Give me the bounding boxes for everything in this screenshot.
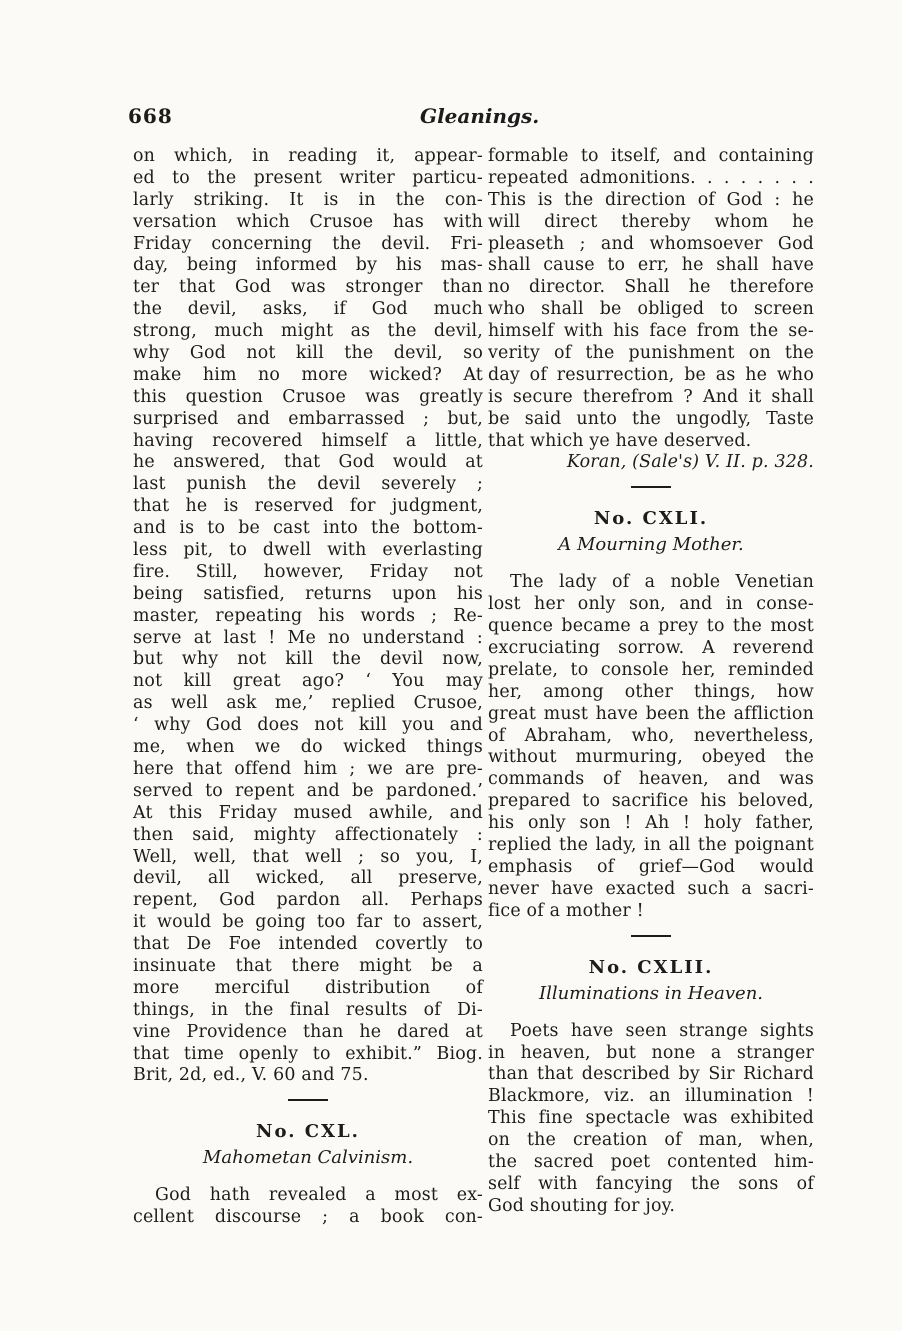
text-line: At this Friday mused awhile, and xyxy=(133,802,483,823)
section-divider xyxy=(631,486,671,488)
text-line: who shall be obliged to screen xyxy=(488,299,814,320)
text-line: that De Foe intended covertly to xyxy=(133,934,483,955)
text-line: on which, in reading it, appear- xyxy=(133,146,483,166)
text-line: without murmuring, obeyed the xyxy=(488,747,814,768)
text-line: me, when we do wicked things xyxy=(133,737,483,758)
text-line: Brit, 2d, ed., V. 60 and 75. xyxy=(133,1065,369,1086)
text-line: excruciating sorrow. A reverend xyxy=(488,638,814,659)
text-line: this question Crusoe was greatly xyxy=(133,386,483,407)
text-line: Blackmore, viz. an illumination ! xyxy=(488,1086,814,1107)
text-line: Friday concerning the devil. Fri- xyxy=(133,233,483,254)
text-line: God shouting for joy. xyxy=(488,1195,676,1216)
text-line: lost her only son, and in conse- xyxy=(488,594,814,615)
text-line: the devil, asks, if God much xyxy=(133,299,483,320)
text-line: prepared to sacrifice his beloved, xyxy=(488,791,814,812)
text-line: be said unto the ungodly, Taste xyxy=(488,408,814,429)
text-line: then said, mighty affectionately : xyxy=(133,824,483,845)
text-line: of Abraham, who, nevertheless, xyxy=(488,725,814,746)
text-line: will direct thereby whom he xyxy=(488,211,814,232)
text-line: day, being informed by his mas- xyxy=(133,255,483,276)
text-line: larly striking. It is in the con- xyxy=(133,189,483,210)
text-line: last punish the devil severely ; xyxy=(133,474,483,495)
text-line: shall cause to err, he shall have xyxy=(488,255,814,276)
text-line: ‘ why God does not kill you and xyxy=(133,715,483,736)
text-line: Poets have seen strange sights xyxy=(510,1020,814,1041)
section-divider xyxy=(631,935,671,937)
text-line: This fine spectacle was exhibited xyxy=(488,1108,814,1129)
text-line: verity of the punishment on the xyxy=(488,343,814,364)
running-title: Gleanings. xyxy=(420,104,540,128)
text-line: but why not kill the devil now, xyxy=(133,649,483,670)
text-line: vine Providence than he dared at xyxy=(133,1021,483,1042)
page-header xyxy=(128,104,818,136)
text-line: his only son ! Ah ! holy father, xyxy=(488,813,814,834)
text-line: repent, God pardon all. Perhaps xyxy=(133,890,483,911)
text-line: the sacred poet contented him- xyxy=(488,1151,814,1172)
text-line: ter that God was stronger than xyxy=(133,277,483,298)
text-line: in heaven, but none a stranger xyxy=(488,1042,814,1063)
text-line: things, in the final results of Di- xyxy=(133,999,483,1020)
right-column xyxy=(488,146,814,1218)
text-line: as well ask me,’ replied Crusoe, xyxy=(133,693,483,714)
text-line: formable to itself, and containing xyxy=(488,146,814,166)
text-line: on the creation of man, when, xyxy=(488,1130,814,1151)
text-line: quence became a prey to the most xyxy=(488,616,814,637)
section-title-cxlii: No. CXLII. xyxy=(588,956,714,978)
section-divider xyxy=(288,1099,328,1101)
text-line: versation which Crusoe has with xyxy=(133,211,483,232)
text-line: God hath revealed a most ex- xyxy=(155,1185,483,1206)
citation: Koran, (Sale's) V. II. p. 328. xyxy=(566,452,814,473)
text-line: day of resurrection, be as he who xyxy=(488,364,814,385)
text-line: here that offend him ; we are pre- xyxy=(133,758,483,779)
section-title-cxli: No. CXLI. xyxy=(593,508,709,530)
text-line: devil, all wicked, all preserve, xyxy=(133,868,483,889)
page-number: 668 xyxy=(128,104,173,128)
text-line: more merciful distribution of xyxy=(133,977,483,998)
text-line: master, repeating his words ; Re- xyxy=(133,605,483,626)
text-line: The lady of a noble Venetian xyxy=(510,572,814,593)
text-line: repeated admonitions. . . . . . . . xyxy=(488,167,814,188)
text-line: surprised and embarrassed ; but, xyxy=(133,408,483,429)
text-line: that which ye have deserved. xyxy=(488,430,752,451)
text-line: is secure therefrom ? And it shall xyxy=(488,386,814,407)
text-line: it would be going too far to assert, xyxy=(133,912,483,933)
text-line: serve at last ! Me no understand : xyxy=(133,627,483,648)
text-line: no director. Shall he therefore xyxy=(488,277,814,298)
text-line: commands of heaven, and was xyxy=(488,769,814,790)
text-line: self with fancying the sons of xyxy=(488,1173,814,1194)
text-line: that time openly to exhibit.” Biog. xyxy=(133,1043,483,1064)
text-line: great must have been the affliction xyxy=(488,703,814,724)
text-line: why God not kill the devil, so xyxy=(133,343,483,364)
text-line: Well, well, that well ; so you, I, xyxy=(133,846,483,867)
text-line: having recovered himself a little, xyxy=(133,430,483,451)
text-line: ed to the present writer particu- xyxy=(133,167,483,188)
text-line: replied the lady, in all the poignant xyxy=(488,835,814,856)
text-line: not kill great ago? ‘ You may xyxy=(133,671,483,692)
left-column xyxy=(133,146,483,1229)
text-line: fice of a mother ! xyxy=(488,900,644,921)
section-subtitle-cxl: Mahometan Calvinism. xyxy=(202,1147,414,1169)
text-line: pleaseth ; and whomsoever God xyxy=(488,233,814,254)
text-line: served to repent and be pardoned.’ xyxy=(133,780,483,801)
text-line: than that described by Sir Richard xyxy=(488,1064,814,1085)
text-line: cellent discourse ; a book con- xyxy=(133,1207,483,1228)
text-line: emphasis of grief—God would xyxy=(488,856,814,877)
text-line: and is to be cast into the bottom- xyxy=(133,518,483,539)
section-title-cxl: No. CXL. xyxy=(256,1121,360,1143)
text-line: fire. Still, however, Friday not xyxy=(133,561,483,582)
text-line: himself with his face from the se- xyxy=(488,321,814,342)
text-line: her, among other things, how xyxy=(488,681,814,702)
text-line: that he is reserved for judgment, xyxy=(133,496,483,517)
text-line: strong, much might as the devil, xyxy=(133,321,483,342)
text-line: make him no more wicked? At xyxy=(133,364,483,385)
text-line: prelate, to console her, reminded xyxy=(488,659,814,680)
section-subtitle-cxli: A Mourning Mother. xyxy=(558,534,744,556)
text-line: never have exacted such a sacri- xyxy=(488,878,814,899)
text-line: he answered, that God would at xyxy=(133,452,483,473)
text-line: being satisfied, returns upon his xyxy=(133,583,483,604)
text-line: less pit, to dwell with everlasting xyxy=(133,540,483,561)
section-subtitle-cxlii: Illuminations in Heaven. xyxy=(538,982,764,1004)
text-line: insinuate that there might be a xyxy=(133,955,483,976)
text-line: This is the direction of God : he xyxy=(488,189,814,210)
